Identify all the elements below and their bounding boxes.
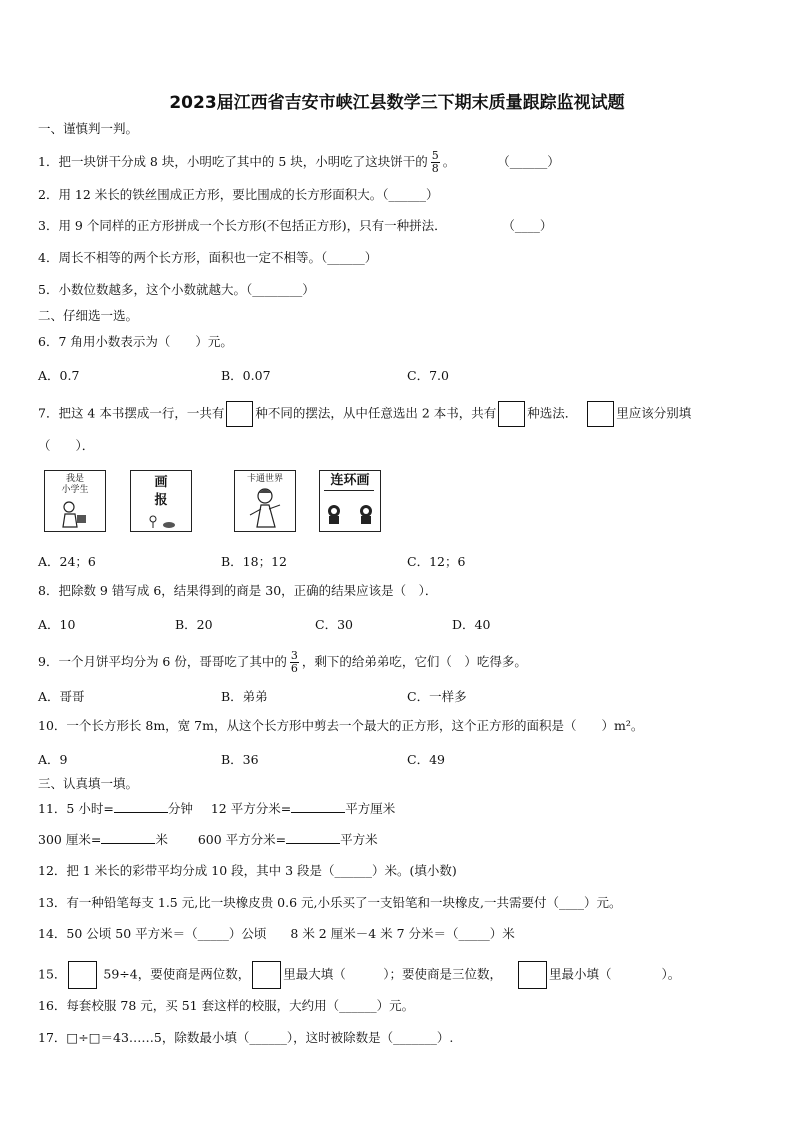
fraction: $\frac{5}{8}$ <box>431 149 439 175</box>
option-a[interactable]: A．10 <box>38 617 76 632</box>
question-3: 3．用 9 个同样的正方形拼成一个长方形(不包括正方形)，只有一种拼法． （____） <box>38 218 553 233</box>
question-2: 2．用 12 米长的铁丝围成正方形，要比围成的长方形面积大。（______） <box>38 187 439 202</box>
option-b[interactable]: B．18；12 <box>221 554 287 569</box>
answer-box[interactable] <box>252 961 281 989</box>
question-15: 15． 59÷4，要使商是两位数， 里最大填（ ）；要使商是三位数， 里最小填（ ）。 <box>38 961 680 989</box>
question-6: 6．7 角用小数表示为（ ）元。 <box>38 334 233 349</box>
option-d[interactable]: D．40 <box>452 617 491 632</box>
fraction: $\frac{3}{6}$ <box>290 649 298 675</box>
child-icon <box>45 497 105 531</box>
question-14: 14．50 公顷 50 平方米＝（_____）公顷 8 米 2 厘米－4 米 7 分米＝（_____）米 <box>38 926 515 941</box>
answer-box[interactable] <box>226 401 253 427</box>
option-b[interactable]: B．36 <box>221 752 259 767</box>
section-heading-2: 二、仔细选一选。 <box>38 308 139 323</box>
question-16: 16．每套校服 78 元，买 51 套这样的校服，大约用（______）元。 <box>38 998 415 1013</box>
option-b[interactable]: B．0.07 <box>221 368 271 383</box>
question-5: 5．小数位数越多，这个小数就越大。（________） <box>38 282 315 297</box>
flower-icon <box>131 513 191 531</box>
answer-box[interactable] <box>68 961 97 989</box>
question-9: 9．一个月饼平均分为 6 份，哥哥吃了其中的 $\frac{3}{6}$ ，剩下的给弟弟吃，它们（ ）吃得多。 <box>38 649 527 675</box>
panda-icon <box>320 499 380 529</box>
question-11-line-2: 300 厘米= 米 600 平方分米= 平方米 <box>38 832 378 847</box>
section-heading-1: 一、谨慎判一判。 <box>38 121 139 136</box>
question-13: 13．有一种铅笔每支 1.5 元,比一块橡皮贵 0.6 元,小乐买了一支铅笔和一块橡皮,一共需要付（____）元。 <box>38 895 622 910</box>
question-10: 10．一个长方形长 8m，宽 7m，从这个长方形中剪去一个最大的正方形，这个正方形的面积是（ ）m²。 <box>38 718 644 733</box>
option-c[interactable]: C．49 <box>407 752 445 767</box>
option-a[interactable]: A．24；6 <box>38 554 96 569</box>
question-12: 12．把 1 米长的彩带平均分成 10 段，其中 3 段是（______）米。(填小数) <box>38 863 457 878</box>
answer-blank[interactable]: （____） <box>508 218 553 233</box>
option-c[interactable]: C．7.0 <box>407 368 449 383</box>
option-a[interactable]: A．0.7 <box>38 368 80 383</box>
question-1-text: 1．把一块饼干分成 8 块，小明吃了其中的 5 块，小明吃了这块饼干的 <box>38 154 428 169</box>
answer-blank[interactable]: （______） <box>497 154 560 169</box>
question-4: 4．周长不相等的两个长方形，面积也一定不相等。（______） <box>38 250 378 265</box>
question-7-paren: （ ）． <box>38 438 95 453</box>
question-1: 1．把一块饼干分成 8 块，小明吃了其中的 5 块，小明吃了这块饼干的 $\frac{5}{8}$ 。 （______） <box>38 149 560 175</box>
answer-blank[interactable] <box>286 843 340 844</box>
question-7: 7．把这 4 本书摆成一行，一共有 种不同的摆法，从中任意选出 2 本书，共有 种选法． 里应该分别填 <box>38 401 691 427</box>
answer-box[interactable] <box>518 961 547 989</box>
girl-icon <box>235 485 295 531</box>
answer-blank[interactable] <box>291 812 345 813</box>
option-a[interactable]: A．9 <box>38 752 68 767</box>
answer-box[interactable] <box>498 401 525 427</box>
question-17: 17．□÷□＝43……5，除数最小填（______），这时被除数是（_______）. <box>38 1030 454 1045</box>
page-title: 2023届江西省吉安市峡江县数学三下期末质量跟踪监视试题 <box>169 93 625 113</box>
book-image-pictorial: 画 报 <box>130 470 192 532</box>
book-image-student: 我是 小学生 <box>44 470 106 532</box>
option-b[interactable]: B．20 <box>175 617 213 632</box>
option-c[interactable]: C．30 <box>315 617 353 632</box>
option-a[interactable]: A．哥哥 <box>38 689 85 704</box>
answer-blank[interactable] <box>101 843 155 844</box>
answer-box[interactable] <box>587 401 614 427</box>
option-b[interactable]: B．弟弟 <box>221 689 268 704</box>
book-image-comic: 连环画 <box>319 470 381 532</box>
option-c[interactable]: C．12；6 <box>407 554 466 569</box>
answer-blank[interactable] <box>114 812 168 813</box>
question-8: 8．把除数 9 错写成 6，结果得到的商是 30，正确的结果应该是（ ）． <box>38 583 438 598</box>
section-heading-3: 三、认真填一填。 <box>38 776 139 791</box>
book-image-cartoon: 卡通世界 <box>234 470 296 532</box>
question-11-line-1: 11．5 小时= 分钟 12 平方分米= 平方厘米 <box>38 801 396 816</box>
option-c[interactable]: C．一样多 <box>407 689 467 704</box>
